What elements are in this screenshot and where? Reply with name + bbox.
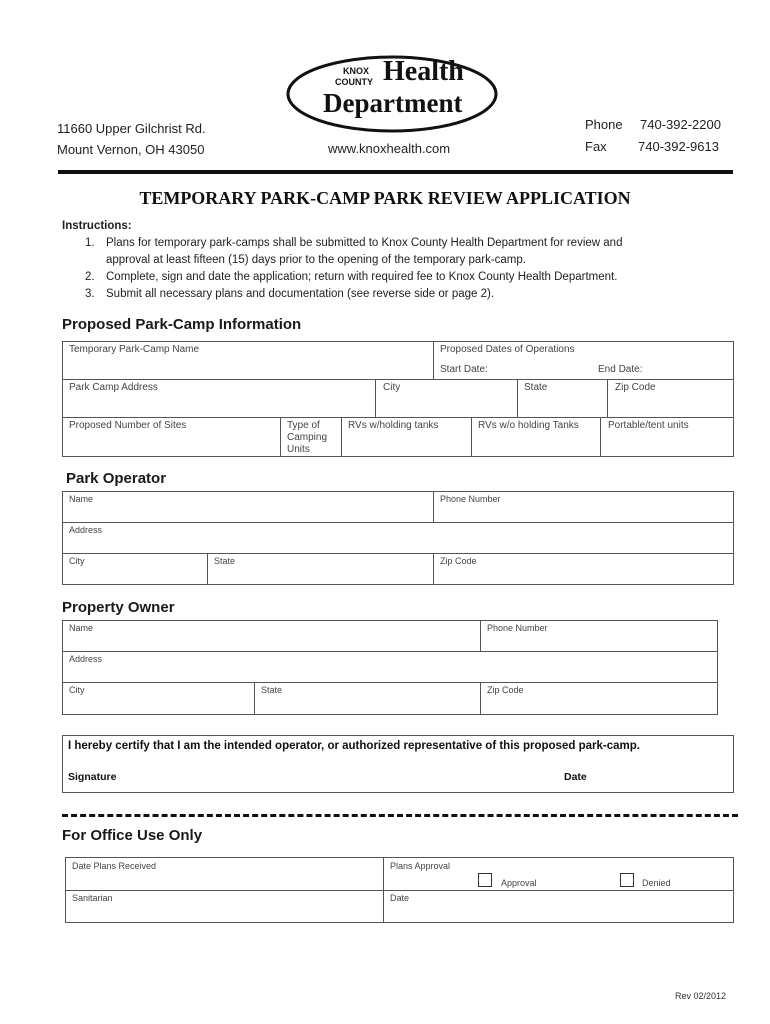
field-end-date[interactable]: End Date: [598, 364, 643, 375]
field-proposed-dates: Proposed Dates of Operations [440, 344, 575, 355]
divider [480, 620, 481, 651]
approval-label: Approval [501, 878, 537, 888]
instruction-3-text: Submit all necessary plans and documentation (see reverse side or page 2). [106, 288, 495, 300]
address-line2: Mount Vernon, OH 43050 [57, 142, 205, 157]
signature-field[interactable]: Signature [68, 771, 117, 783]
operator-city[interactable]: City [69, 556, 85, 566]
divider [433, 553, 434, 585]
divider [62, 682, 718, 683]
field-type-units-line2: Camping [287, 432, 328, 443]
operator-section-title: Park Operator [66, 470, 167, 487]
address-line1: 11660 Upper Gilchrist Rd. [57, 121, 206, 136]
certify-date-field[interactable]: Date [564, 771, 587, 783]
operator-state[interactable]: State [214, 556, 236, 566]
field-number-of-sites[interactable]: Proposed Number of Sites [69, 420, 187, 431]
proposed-table [62, 341, 734, 457]
operator-name[interactable]: Name [69, 494, 94, 504]
instructions-heading: Instructions: [62, 220, 132, 232]
field-portable-units[interactable]: Portable/tent units [608, 420, 689, 431]
field-start-date[interactable]: Start Date: [440, 364, 488, 375]
field-rv-without-tanks[interactable]: RVs w/o holding Tanks [478, 420, 579, 431]
operator-phone[interactable]: Phone Number [440, 494, 501, 504]
instruction-1-num: 1. [85, 237, 95, 249]
owner-city[interactable]: City [69, 685, 85, 695]
divider [280, 417, 281, 457]
owner-address[interactable]: Address [69, 654, 103, 664]
office-date[interactable]: Date [390, 893, 410, 903]
instruction-1-text: Plans for temporary park-camps shall be submitted to Knox County Health Department for review and [106, 237, 623, 249]
instruction-3-num: 3. [85, 288, 95, 300]
revision-label: Rev 02/2012 [675, 991, 727, 1001]
logo [285, 54, 500, 134]
office-sanitarian[interactable]: Sanitarian [72, 893, 113, 903]
divider [62, 379, 734, 380]
website[interactable]: www.knoxhealth.com [328, 141, 451, 156]
header-rule [58, 170, 733, 174]
divider [471, 417, 472, 457]
instruction-1-text-cont: approval at least fifteen (15) days prior to the opening of the temporary park-camp. [106, 254, 526, 266]
cut-line [62, 814, 738, 817]
field-park-camp-address[interactable]: Park Camp Address [69, 382, 158, 393]
field-type-units-line1: Type of [287, 420, 320, 431]
logo-county: COUNTY [335, 77, 373, 87]
divider [480, 682, 481, 715]
divider [62, 553, 734, 554]
phone-value: 740-392-2200 [640, 117, 721, 132]
field-state[interactable]: State [524, 382, 548, 393]
operator-table [62, 491, 734, 585]
denied-label: Denied [642, 878, 671, 888]
owner-phone[interactable]: Phone Number [487, 623, 548, 633]
instruction-2-num: 2. [85, 271, 95, 283]
divider [517, 379, 518, 417]
divider [62, 522, 734, 523]
logo-knox: KNOX [343, 66, 370, 76]
logo-health: Health [383, 56, 464, 87]
owner-zip[interactable]: Zip Code [487, 685, 524, 695]
owner-name[interactable]: Name [69, 623, 94, 633]
field-city[interactable]: City [383, 382, 401, 393]
field-type-units-line3: Units [287, 444, 310, 455]
divider [254, 682, 255, 715]
fax-label: Fax [585, 139, 607, 154]
divider [600, 417, 601, 457]
divider [207, 553, 208, 585]
divider [341, 417, 342, 457]
divider [607, 379, 608, 417]
phone-label: Phone [585, 117, 623, 132]
divider [375, 379, 376, 417]
denied-checkbox[interactable] [620, 873, 634, 887]
owner-state[interactable]: State [261, 685, 283, 695]
divider [62, 651, 718, 652]
page-title: TEMPORARY PARK-CAMP PARK REVIEW APPLICATION [139, 188, 631, 208]
office-plans-approval: Plans Approval [390, 861, 451, 871]
office-section-title: For Office Use Only [62, 827, 203, 844]
divider [65, 890, 734, 891]
owner-table [62, 620, 718, 715]
field-rv-with-tanks[interactable]: RVs w/holding tanks [348, 420, 439, 431]
proposed-section-title: Proposed Park-Camp Information [62, 316, 302, 333]
certify-text: I hereby certify that I am the intended operator, or authorized representative of this proposed park-camp. [68, 740, 640, 752]
operator-zip[interactable]: Zip Code [440, 556, 477, 566]
instruction-2-text: Complete, sign and date the application; return with required fee to Knox County Health Department. [106, 271, 618, 283]
field-park-camp-name[interactable]: Temporary Park-Camp Name [69, 344, 200, 355]
divider [383, 857, 384, 923]
divider [433, 341, 434, 379]
office-date-plans[interactable]: Date Plans Received [72, 861, 157, 871]
owner-section-title: Property Owner [62, 599, 175, 616]
operator-address[interactable]: Address [69, 525, 103, 535]
fax-value: 740-392-9613 [638, 139, 719, 154]
divider [62, 417, 734, 418]
field-zip[interactable]: Zip Code [615, 382, 656, 393]
approval-checkbox[interactable] [478, 873, 492, 887]
logo-department: Department [323, 88, 463, 118]
divider [433, 491, 434, 522]
